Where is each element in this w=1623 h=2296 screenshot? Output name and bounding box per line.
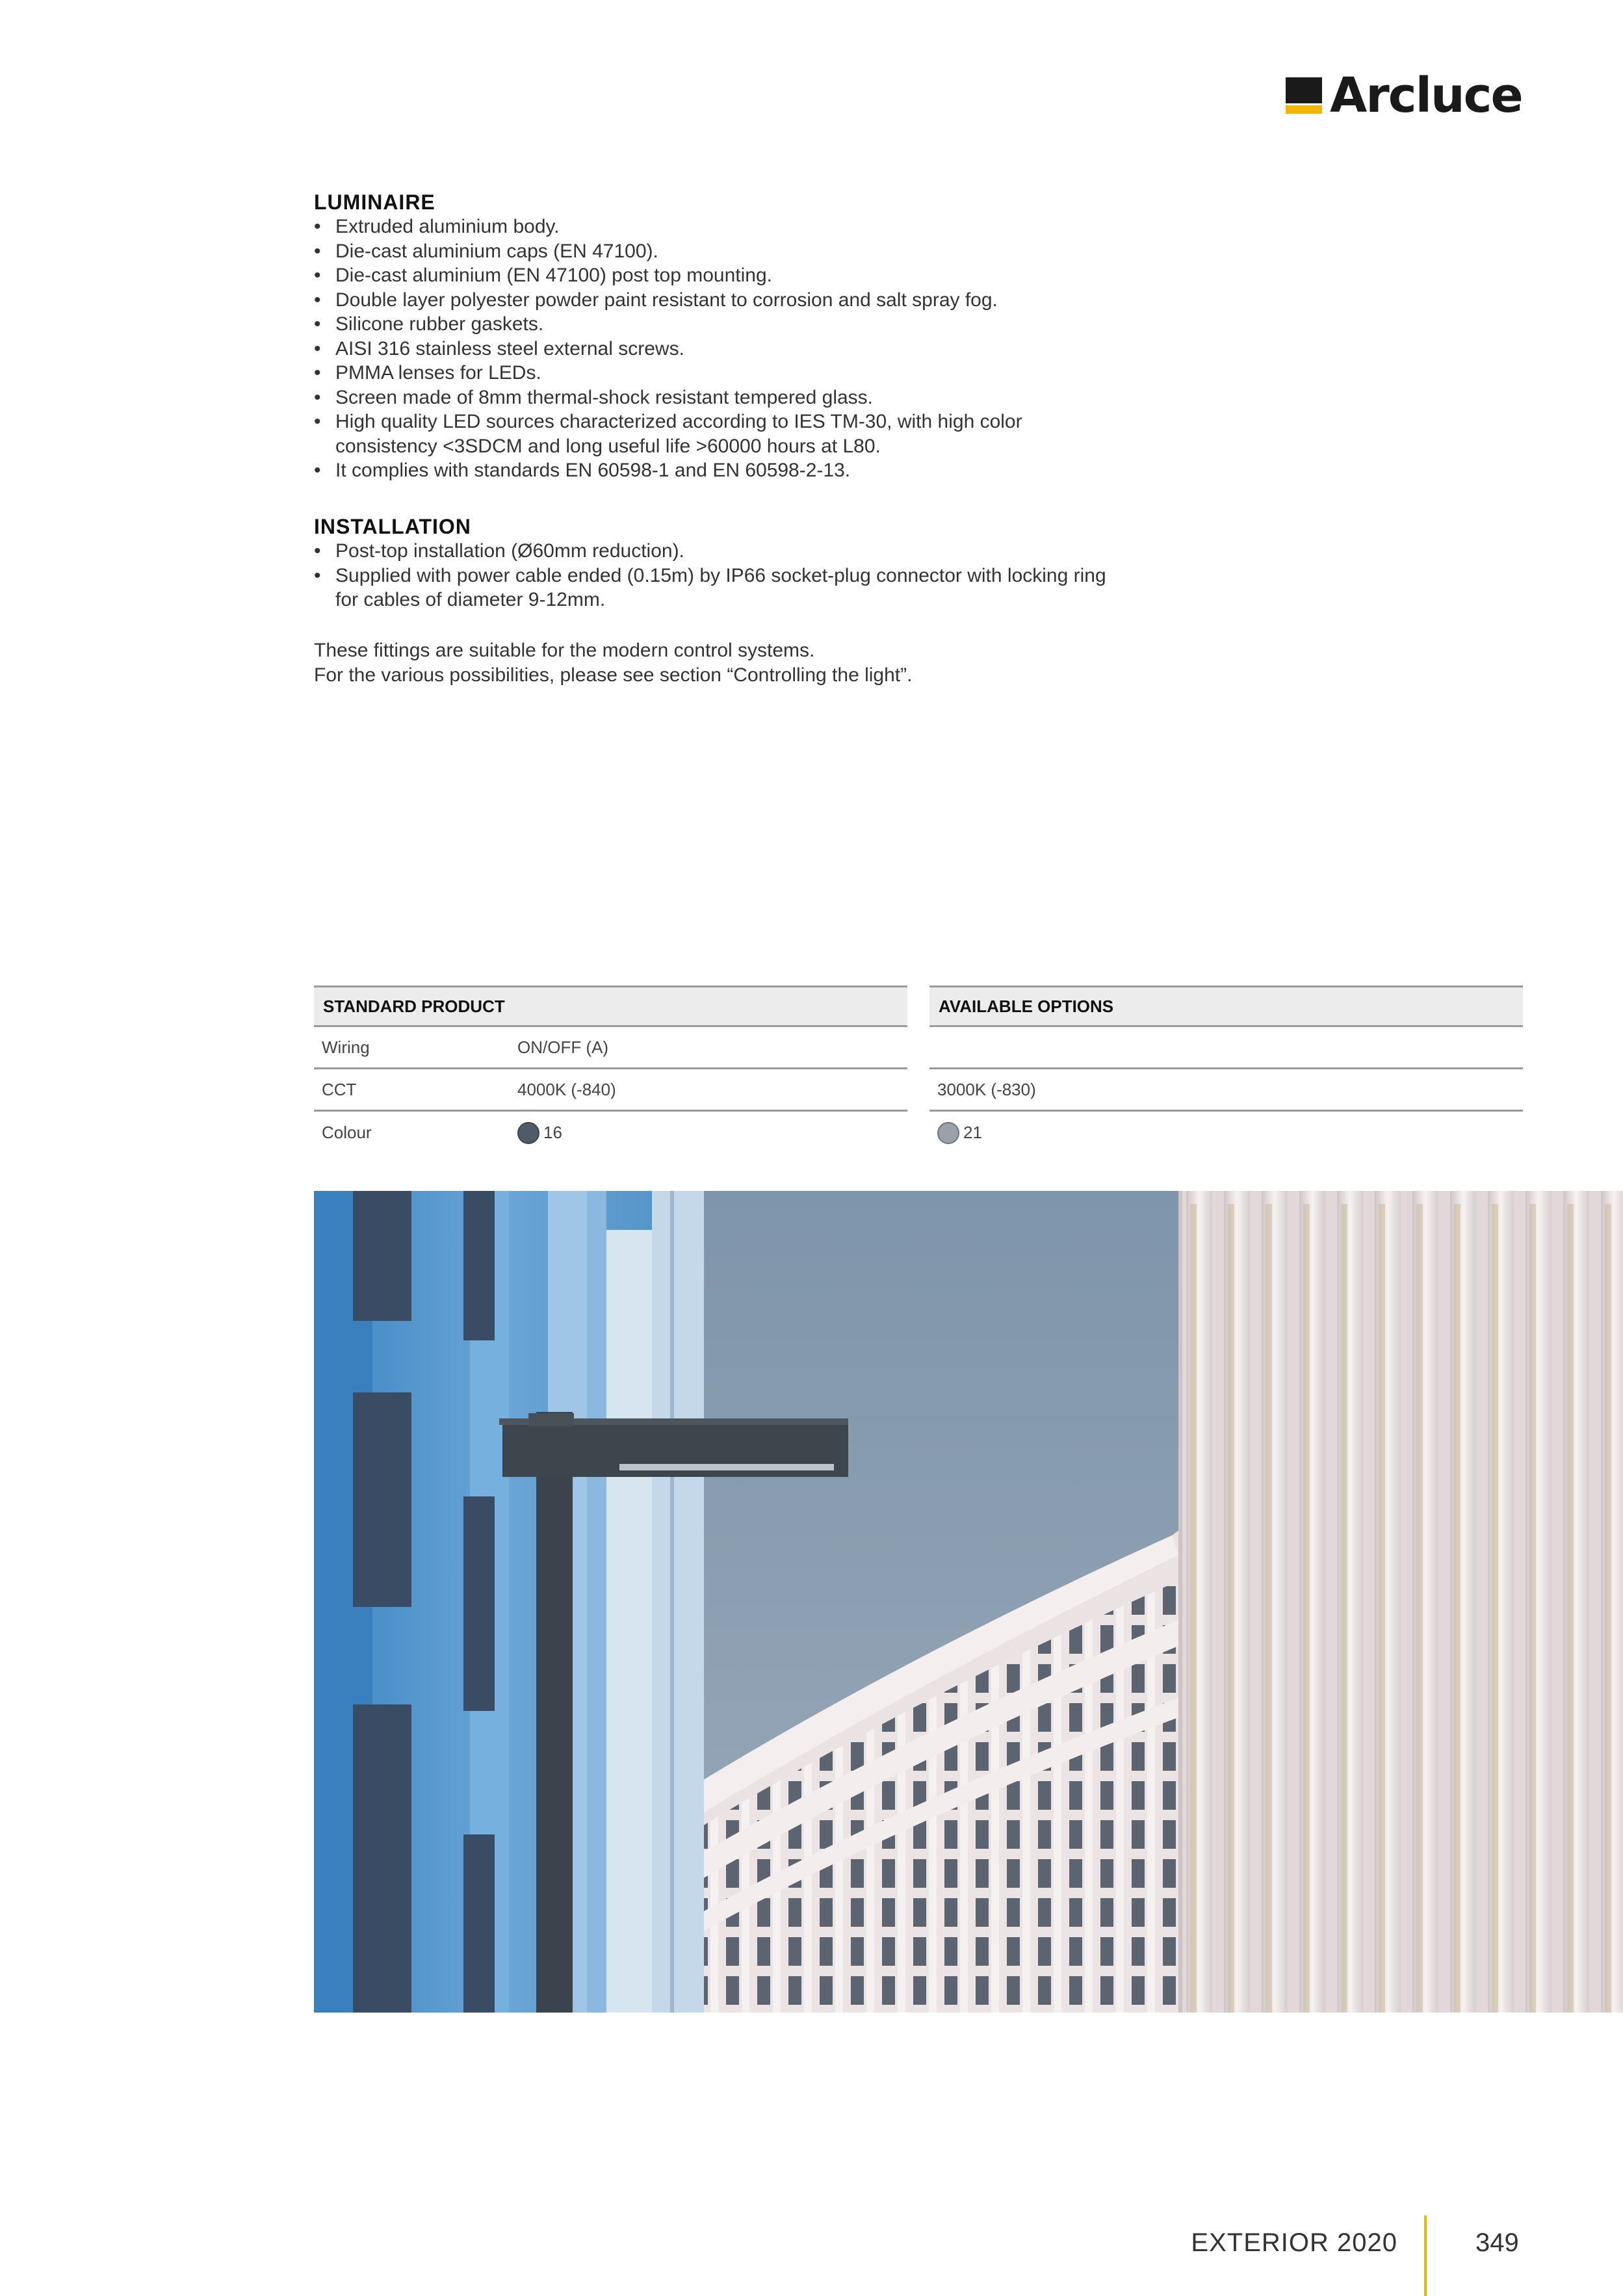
colour-swatch-icon — [937, 1122, 959, 1144]
street-lamp-photo — [314, 1191, 1623, 2013]
row-value: ON/OFF (A) — [517, 1037, 609, 1057]
colour-value — [937, 1122, 982, 1144]
list-item: • PMMA lenses for LEDs. — [314, 361, 1159, 385]
table-header: STANDARD PRODUCT — [314, 985, 907, 1027]
row-value: 3000K (-830) — [937, 1079, 1036, 1099]
colour-value — [517, 1122, 562, 1144]
row-label: Wiring — [322, 1037, 370, 1057]
table-header: AVAILABLE OPTIONS — [929, 985, 1523, 1027]
table-row — [314, 1112, 907, 1154]
row-value: 4000K (-840) — [517, 1079, 616, 1099]
list-item: • Extruded aluminium body. — [314, 215, 1159, 239]
list-item: • Screen made of 8mm thermal-shock resistant tempered glass. — [314, 385, 1159, 410]
note-line: These fittings are suitable for the modern control systems. — [314, 640, 815, 661]
page-number: 349 — [1475, 2228, 1519, 2257]
list-item: • High quality LED sources characterized according to IES TM-30, with high color consistency <3SDCM and long useful life >60000 hours at L80. — [314, 410, 1096, 458]
control-notes — [314, 638, 1159, 687]
list-item: • It complies with standards EN 60598-1 and EN 60598-2-13. — [314, 458, 1159, 483]
luminaire-section — [314, 190, 1159, 483]
list-item: • AISI 316 stainless steel external screws. — [314, 337, 1159, 361]
table-row — [929, 1027, 1523, 1069]
installation-heading: INSTALLATION — [314, 515, 471, 538]
arcluce-logo-icon — [1286, 77, 1322, 114]
table-row — [314, 1027, 907, 1069]
table-row — [929, 1069, 1523, 1112]
available-options-table — [929, 985, 1523, 1154]
footer-divider — [1424, 2215, 1427, 2296]
colour-code: 21 — [963, 1123, 982, 1142]
table-row — [314, 1069, 907, 1112]
note-line: For the various possibilities, please see section “Controlling the light”. — [314, 664, 913, 686]
luminaire-list — [314, 215, 1159, 483]
list-item: • Post-top installation (Ø60mm reduction). — [314, 539, 1159, 564]
row-label: Colour — [322, 1123, 372, 1142]
list-item: • Silicone rubber gaskets. — [314, 312, 1159, 337]
list-item: • Supplied with power cable ended (0.15m) by IP66 socket-plug connector with locking ring for cables of diameter 9-12mm. — [314, 564, 1128, 612]
standard-product-table — [314, 985, 907, 1154]
list-item: • Die-cast aluminium (EN 47100) post top mounting. — [314, 263, 1159, 288]
brand-logo — [1286, 68, 1522, 124]
installation-list — [314, 539, 1159, 612]
table-row — [929, 1112, 1523, 1154]
installation-section — [314, 514, 1159, 612]
list-item: • Double layer polyester powder paint resistant to corrosion and salt spray fog. — [314, 288, 1159, 313]
list-item: • Die-cast aluminium caps (EN 47100). — [314, 239, 1159, 264]
colour-code: 16 — [543, 1123, 562, 1142]
luminaire-heading: LUMINAIRE — [314, 190, 435, 214]
row-label: CCT — [322, 1079, 357, 1099]
colour-swatch-icon — [517, 1122, 539, 1144]
footer-section-title: EXTERIOR 2020 — [1191, 2228, 1397, 2257]
brand-name: Arcluce — [1330, 68, 1522, 124]
